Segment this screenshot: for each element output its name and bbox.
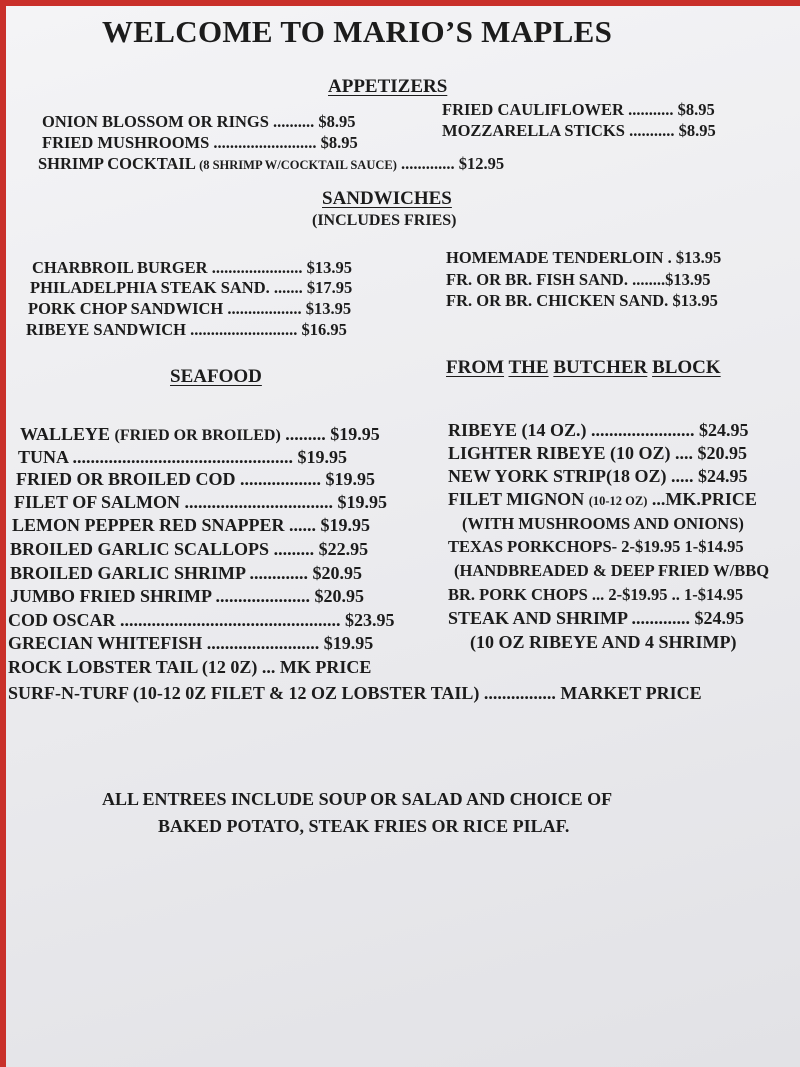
menu-item: BROILED GARLIC SCALLOPS ......... $22.95 [10, 539, 369, 559]
menu-item: STEAK AND SHRIMP ............. $24.95 [448, 608, 745, 628]
menu-item: ROCK LOBSTER TAIL (12 0Z) ... MK PRICE [8, 657, 372, 677]
sandwiches-subheading: (INCLUDES FRIES) [312, 212, 457, 229]
menu-item: BR. PORK CHOPS ... 2-$19.95 .. 1-$14.95 [448, 585, 744, 604]
butcher-block-heading: FROM THE BUTCHER BLOCK [446, 357, 721, 378]
seafood-heading: SEAFOOD [170, 366, 262, 387]
menu-item: LIGHTER RIBEYE (10 OZ) .... $20.95 [448, 443, 748, 463]
menu-item: COD OSCAR ................................................. $23.95 [8, 610, 395, 630]
entree-note-line-1: ALL ENTREES INCLUDE SOUP OR SALAD AND CHOICE OF [102, 789, 613, 809]
menu-item: JUMBO FRIED SHRIMP ..................... $20.95 [10, 586, 365, 606]
menu-item: FRIED OR BROILED COD .................. $19.95 [16, 469, 376, 489]
entree-note-line-2: BAKED POTATO, STEAK FRIES OR RICE PILAF. [158, 816, 570, 836]
menu-item: FRIED CAULIFLOWER ........... $8.95 [442, 100, 715, 119]
menu-item: SURF-N-TURF (10-12 0Z FILET & 12 OZ LOBSTER TAIL) ................ MARKET PRICE [8, 683, 702, 703]
menu-item: CHARBROIL BURGER ...................... $13.95 [32, 258, 352, 277]
menu-item: NEW YORK STRIP(18 OZ) ..... $24.95 [448, 466, 748, 486]
menu-item: FR. OR BR. CHICKEN SAND. $13.95 [446, 291, 718, 310]
menu-item: LEMON PEPPER RED SNAPPER ...... $19.95 [12, 515, 371, 535]
menu-item-note: (HANDBREADED & DEEP FRIED W/BBQ [454, 561, 770, 580]
menu-item: MOZZARELLA STICKS ........... $8.95 [442, 121, 716, 140]
menu-item: FRIED MUSHROOMS ......................... $8.95 [42, 133, 358, 152]
menu-item: RIBEYE (14 OZ.) ....................... $24.95 [448, 420, 749, 440]
menu-item: GRECIAN WHITEFISH ......................... $19.95 [8, 633, 374, 653]
menu-item: TEXAS PORKCHOPS- 2-$19.95 1-$14.95 [448, 537, 744, 556]
menu-item: WALLEYE (FRIED OR BROILED) ......... $19.95 [20, 424, 380, 444]
menu-item-note: (10 OZ RIBEYE AND 4 SHRIMP) [470, 632, 737, 652]
menu-title: WELCOME TO MARIO’S MAPLES [102, 14, 613, 49]
menu-item: HOMEMADE TENDERLOIN . $13.95 [446, 248, 722, 267]
menu-item: PHILADELPHIA STEAK SAND. ....... $17.95 [30, 278, 353, 297]
menu-item: PORK CHOP SANDWICH .................. $13.95 [28, 299, 352, 318]
menu-item: SHRIMP COCKTAIL (8 SHRIMP W/COCKTAIL SAUCE) ............. $12.95 [38, 154, 505, 173]
menu-item: BROILED GARLIC SHRIMP ............. $20.95 [10, 563, 363, 583]
menu-item: FILET OF SALMON ................................. $19.95 [14, 492, 388, 512]
menu-item: ONION BLOSSOM OR RINGS .......... $8.95 [42, 112, 356, 131]
sandwiches-heading: SANDWICHES [322, 188, 452, 209]
appetizers-heading: APPETIZERS [328, 76, 448, 97]
menu-item: TUNA ................................................. $19.95 [18, 447, 348, 467]
menu-item: RIBEYE SANDWICH .......................... $16.95 [26, 320, 347, 339]
menu-item: FR. OR BR. FISH SAND. ........$13.95 [446, 270, 711, 289]
menu-item: FILET MIGNON (10-12 OZ) ...MK.PRICE [448, 489, 757, 509]
red-table-edge [6, 0, 800, 6]
menu-item-note: (WITH MUSHROOMS AND ONIONS) [462, 514, 744, 533]
